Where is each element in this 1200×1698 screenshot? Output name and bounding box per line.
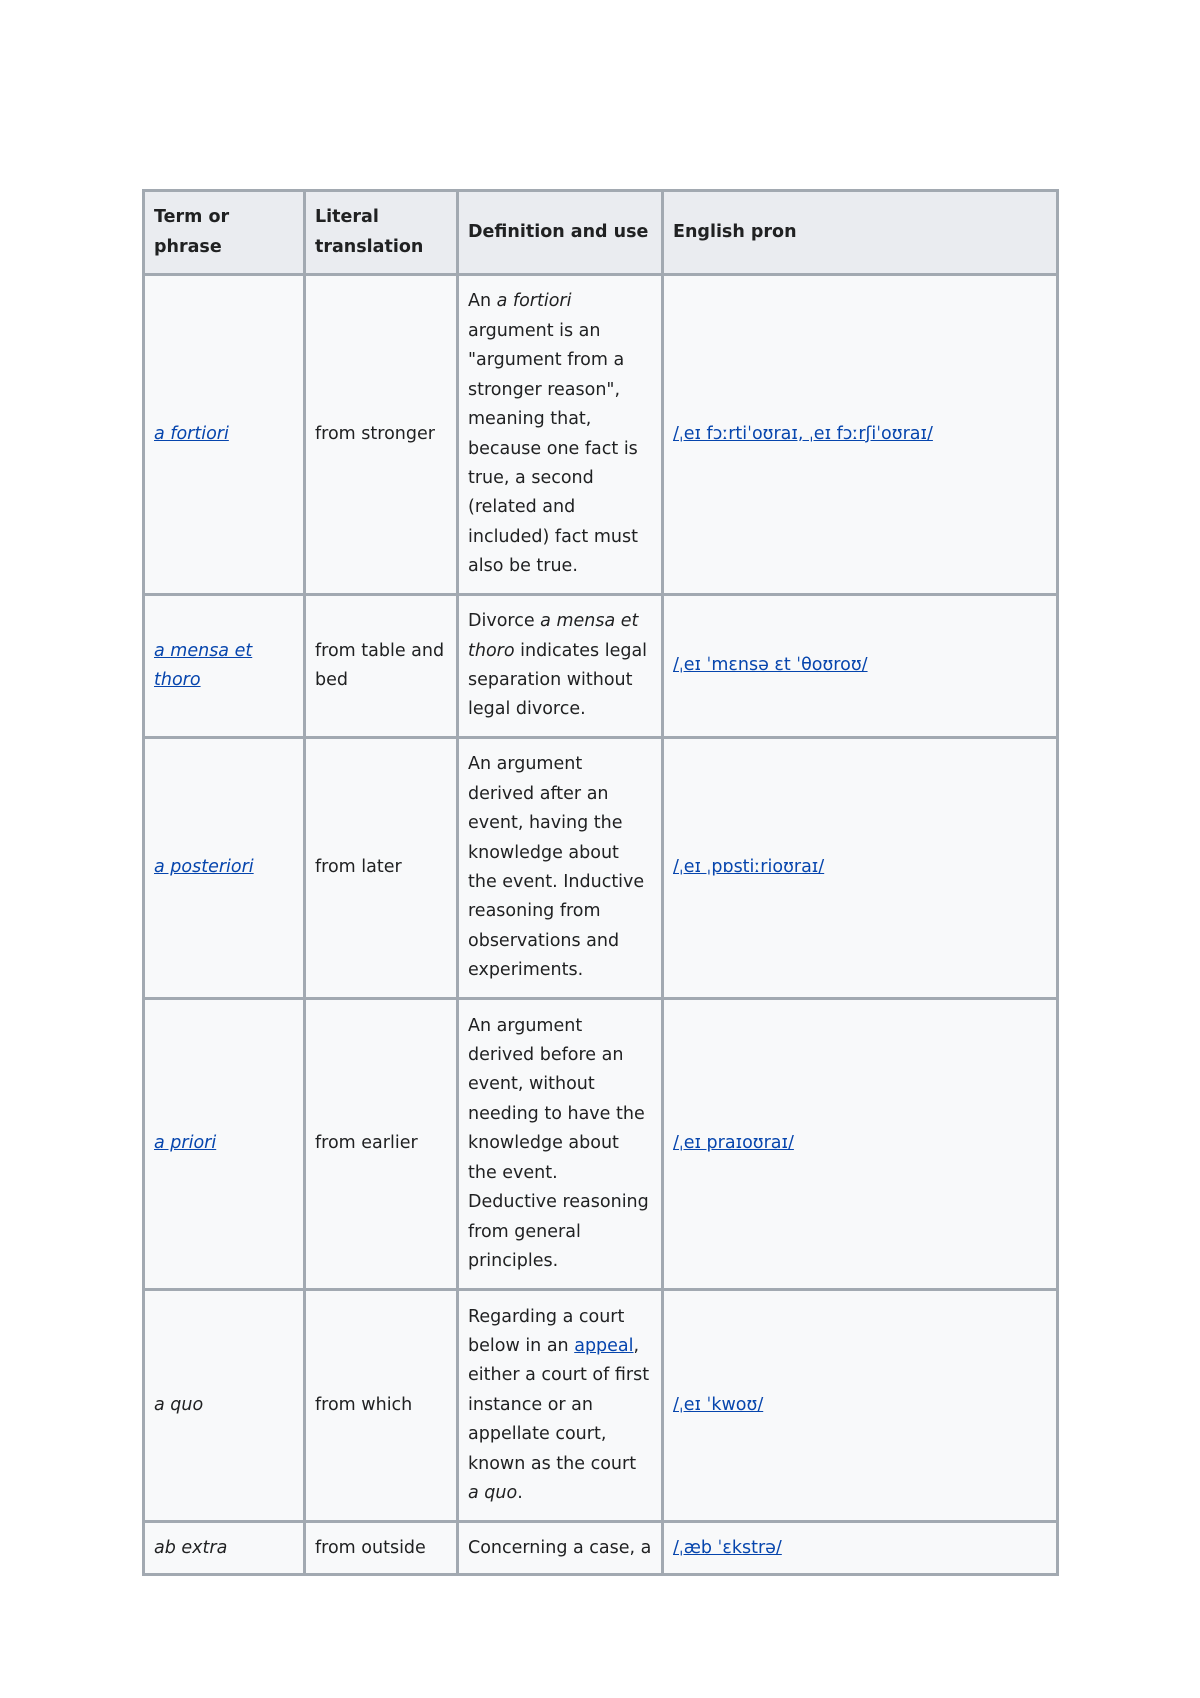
header-term[interactable]: Term or phrase [144,191,305,275]
definition-italic: a mensa et thoro [468,611,639,661]
definition-cell [458,1290,663,1522]
header-definition[interactable]: Definition and use [458,191,663,275]
term-link[interactable]: a fortiori [154,423,229,444]
pron-link[interactable]: /ˌeɪ ˈmɛnsə ɛt ˈθoʊroʊ/ [673,655,868,676]
translation-cell: from earlier [305,999,458,1290]
pron-cell [663,738,1058,999]
definition-text: , either a court of first instance or an appellate court, known as the court [468,1335,650,1474]
translation-cell: from outside [305,1522,458,1575]
definition-text: indicates legal separation without legal divorce. [468,640,648,720]
term-text: ab extra [154,1538,228,1558]
definition-cell: An argument derived after an event, having the knowledge about the event. Inductive reasoning from observations and experiments. [458,738,663,999]
definition-text: Regarding a court below in an [468,1306,625,1356]
translation-cell: from later [305,738,458,999]
table-row [144,738,1058,999]
term-cell [144,1522,305,1575]
pron-link[interactable]: /ˌeɪ ˌpɒstiːrioʊraɪ/ [673,857,825,878]
definition-italic: a fortiori [496,291,572,312]
pron-link[interactable]: /ˌeɪ fɔːrtiˈoʊraɪ, ˌeɪ fɔːrʃiˈoʊraɪ/ [673,423,933,444]
term-link[interactable]: a posteriori [154,857,254,878]
header-translation[interactable]: Literal translation [305,191,458,275]
table-row [144,1290,1058,1522]
definition-text: An [468,291,497,312]
pron-link[interactable]: /ˌeɪ praɪoʊraɪ/ [673,1133,794,1154]
definition-text: . [517,1483,523,1504]
table-row [144,999,1058,1290]
term-cell [144,999,305,1290]
latin-terms-table [142,189,1059,1576]
term-cell [144,1290,305,1522]
pron-cell [663,1290,1058,1522]
definition-cell: Concerning a case, a [458,1522,663,1575]
header-pronunciation[interactable]: English pron [663,191,1058,275]
table-row [144,1522,1058,1575]
appeal-link[interactable]: appeal [574,1335,634,1356]
pron-cell [663,595,1058,738]
table-header-row [144,191,1058,275]
table-row [144,275,1058,595]
term-link[interactable]: a priori [154,1133,217,1154]
term-text: a quo [154,1394,204,1415]
pron-cell [663,999,1058,1290]
pron-cell [663,275,1058,595]
definition-cell [458,595,663,738]
definition-italic: a quo [468,1483,518,1504]
pron-cell [663,1522,1058,1575]
definition-cell [458,275,663,595]
table-row [144,595,1058,738]
pron-link[interactable]: /ˌæb ˈɛkstrə/ [673,1538,782,1558]
term-cell [144,595,305,738]
definition-text: argument is an "argument from a stronger reason", meaning that, because one fact is true, a second (related and included) fact must also be true. [468,320,638,577]
definition-cell: An argument derived before an event, without needing to have the knowledge about the event. Deductive reasoning from general principles. [458,999,663,1290]
term-cell [144,275,305,595]
pron-link[interactable]: /ˌeɪ ˈkwoʊ/ [673,1394,764,1415]
translation-cell: from stronger [305,275,458,595]
translation-cell: from table and bed [305,595,458,738]
definition-text: Divorce [468,611,541,632]
term-cell [144,738,305,999]
translation-cell: from which [305,1290,458,1522]
term-link[interactable]: a mensa et thoro [154,640,253,690]
